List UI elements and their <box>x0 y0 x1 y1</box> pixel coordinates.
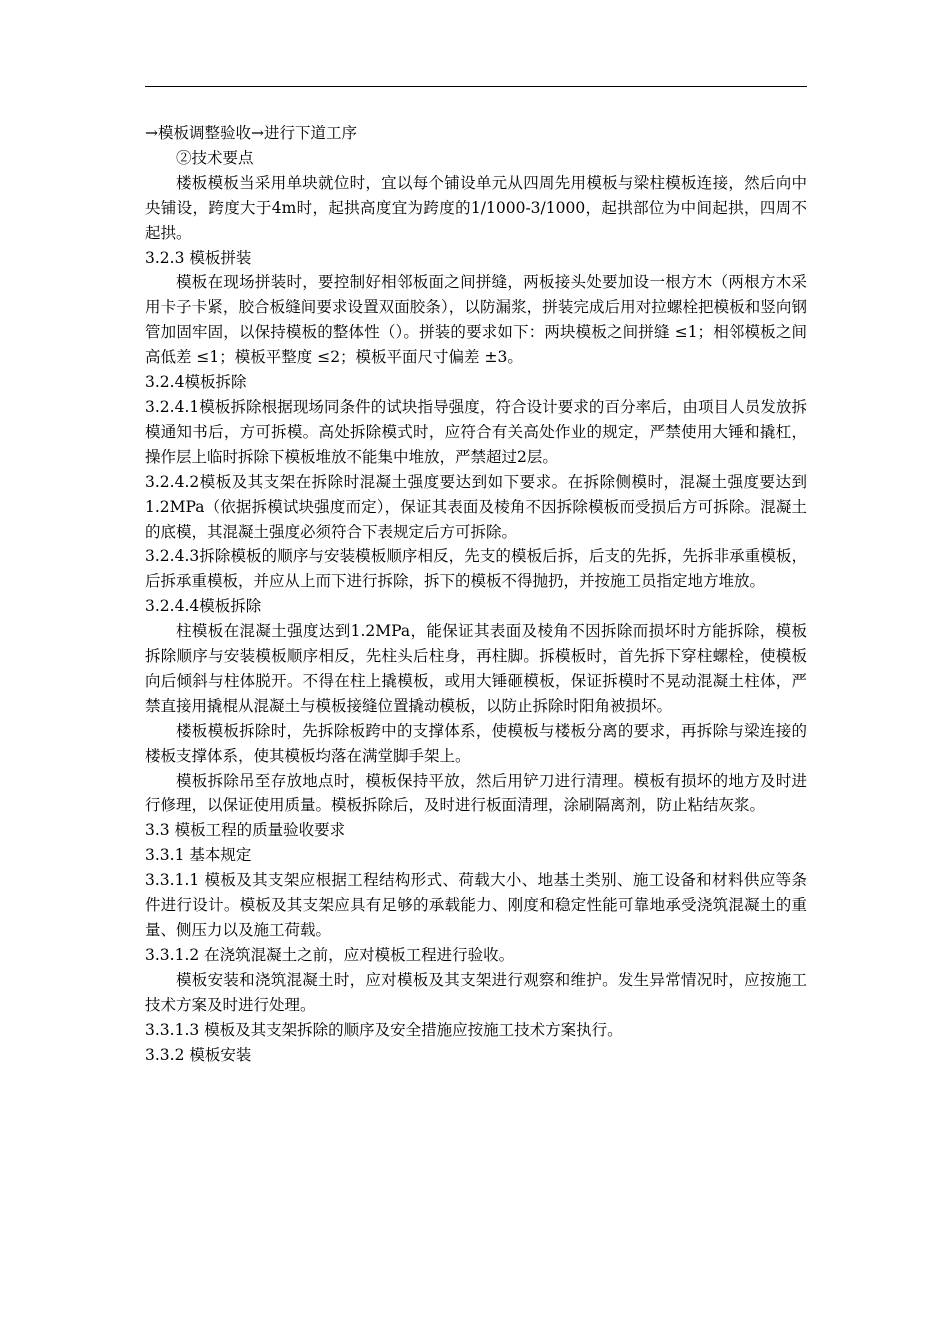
paragraph-17: 模板安装和浇筑混凝土时，应对模板及其支架进行观察和维护。发生异常情况时，应按施工技术方案及时进行处理。 <box>145 970 807 1014</box>
paragraph-1: ②技术要点 <box>176 148 254 167</box>
paragraph-2: 楼板模板当采用单块就位时，宜以每个铺设单元从四周先用模板与梁柱模板连接，然后向中央铺设，跨度大于4m时，起拱高度宜为跨度的1/1000-3/1000，起拱部位为中间起拱，四周不起拱。 <box>145 173 807 242</box>
section-heading-3-2-3: 3.2.3 模板拼装 <box>145 248 252 267</box>
paragraph-0: →模板调整验收→进行下道工序 <box>145 124 357 142</box>
section-heading-3-3-1: 3.3.1 基本规定 <box>145 846 252 865</box>
paragraph-12: 模板拆除吊至存放地点时，模板保持平放，然后用铲刀进行清理。模板有损坏的地方及时进行修理，以保证使用质量。模板拆除后，及时进行板面清理，涂刷隔离剂，防止粘结灰浆。 <box>145 771 807 815</box>
section-heading-3-2-4: 3.2.4模板拆除 <box>145 373 247 392</box>
document-body <box>145 121 807 1067</box>
paragraph-7: 3.2.4.2模板及其支架在拆除时混凝土强度要达到如下要求。在拆除侧模时，混凝土强度要达到1.2MPa（依据拆模试块强度而定），保证其表面及棱角不因拆除模板而受损后方可拆除。混凝土的底模，其混凝土强度必须符合下表规定后方可拆除。 <box>145 472 807 541</box>
paragraph-16: 3.3.1.2 在浇筑混凝土之前，应对模板工程进行验收。 <box>145 945 515 964</box>
paragraph-4: 模板在现场拼装时，要控制好相邻板面之间拼缝，两板接头处要加设一根方木（两根方木采用卡子卡紧，胶合板缝间要求设置双面胶条），以防漏浆，拼装完成后用对拉螺栓把模板和竖向钢管加固牢固，以保持模板的整体性（）。拼装的要求如下：两块模板之间拼缝 ≤1；相邻模板之间高低差 ≤1；模板平整度 ≤2；模板平面尺寸偏差 ±3。 <box>145 273 807 367</box>
section-heading-3-3: 3.3 模板工程的质量验收要求 <box>145 821 346 840</box>
header-rule <box>145 86 807 87</box>
paragraph-8: 3.2.4.3拆除模板的顺序与安装模板顺序相反，先支的模板后拆，后支的先拆，先拆非承重模板，后拆承重模板，并应从上而下进行拆除，拆下的模板不得抛扔，并按施工员指定地方堆放。 <box>145 547 807 591</box>
paragraph-10: 柱模板在混凝土强度达到1.2MPa，能保证其表面及棱角不因拆除而损坏时方能拆除，模板拆除顺序与安装模板顺序相反，先柱头后柱身，再柱脚。拆模板时，首先拆下穿柱螺栓，使模板向后倾斜与柱体脱开。不得在柱上撬模板，或用大锤砸模板，保证拆模时不晃动混凝土柱体，严禁直接用撬棍从混凝土与模板接缝位置撬动模板，以防止拆除时阳角被损坏。 <box>145 622 807 715</box>
paragraph-18: 3.3.1.3 模板及其支架拆除的顺序及安全措施应按施工技术方案执行。 <box>145 1020 623 1039</box>
paragraph-6: 3.2.4.1模板拆除根据现场同条件的试块指导强度，符合设计要求的百分率后，由项目人员发放拆模通知书后，方可拆模。高处拆除模式时，应符合有关高处作业的规定，严禁使用大锤和撬杠，操作层上临时拆除下模板堆放不能集中堆放，严禁超过2层。 <box>145 397 807 466</box>
paragraph-11: 楼板模板拆除时，先拆除板跨中的支撑体系，使模板与楼板分离的要求，再拆除与梁连接的楼板支撑体系，使其模板均落在满堂脚手架上。 <box>145 721 807 765</box>
paragraph-15: 3.3.1.1 模板及其支架应根据工程结构形式、荷载大小、地基土类别、施工设备和材料供应等条件进行设计。模板及其支架应具有足够的承载能力、刚度和稳定性能可靠地承受浇筑混凝土的重量、侧压力以及施工荷载。 <box>145 871 807 939</box>
section-heading-3-3-2: 3.3.2 模板安装 <box>145 1045 252 1064</box>
section-heading-3-2-4-4: 3.2.4.4模板拆除 <box>145 597 262 616</box>
